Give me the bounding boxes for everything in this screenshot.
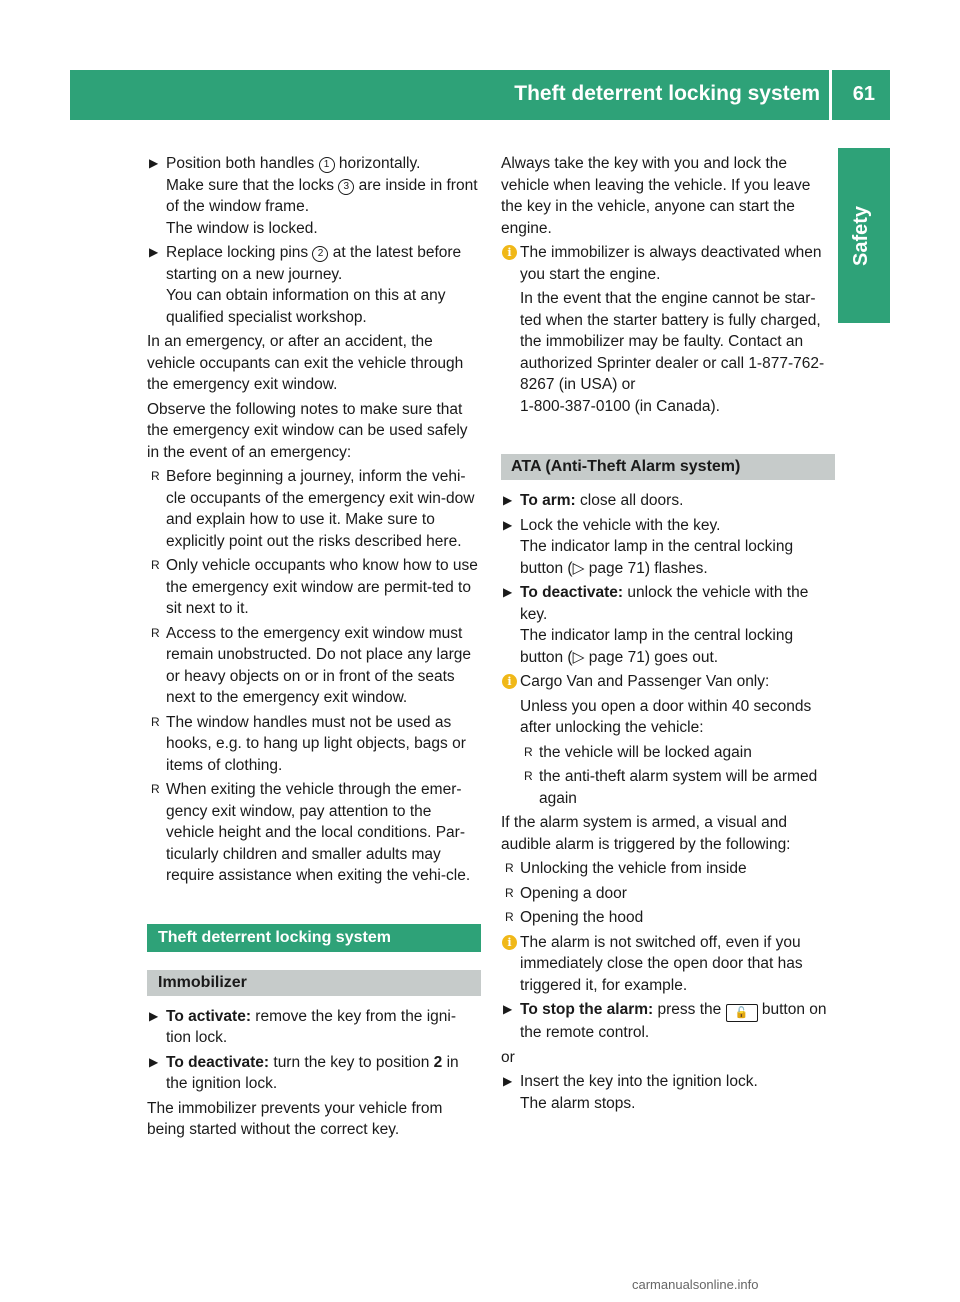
bullet-icon: R: [151, 782, 160, 796]
callout-number: 2: [312, 246, 328, 262]
info-note: i The immobilizer is always deactivated when you start the engine. In the event that the engine cannot be star-ted when the starter battery is fully charged, the immobilizer may be faulty. Contact an authorized Sprinter dealer or call 1-877-762-8267 (in USA) or 1-800-387-0100 (in Canada).: [501, 242, 835, 417]
paragraph: In an emergency, or after an accident, the vehicle occupants can exit the vehicle through the emergency exit window.: [147, 333, 464, 393]
page-number: 61: [852, 83, 875, 105]
bullet-icon: R: [505, 910, 514, 924]
header-divider: [829, 70, 832, 120]
watermark: carmanualsonline.info: [632, 1277, 759, 1292]
bullet-icon: R: [151, 558, 160, 572]
paragraph: The immobilizer prevents your vehicle from being started without the correct key.: [147, 1099, 443, 1138]
step-arrow-icon: ▶: [503, 517, 513, 532]
bullet-icon: R: [151, 469, 160, 483]
step-arrow-icon: ▶: [149, 156, 159, 170]
page-ref-arrow-icon: ▷: [572, 648, 585, 666]
step-arrow-icon: ▶: [503, 1074, 513, 1088]
paragraph: Observe the following notes to make sure that the emergency exit window can be used safely in the event of an emergency:: [147, 400, 468, 461]
left-column: [147, 153, 481, 1144]
list-item: R Opening the hood: [501, 907, 835, 929]
step-arrow-icon: ▶: [503, 1002, 513, 1016]
list-item: R the vehicle will be locked again: [520, 742, 835, 764]
step-arrow-icon: ▶: [149, 245, 159, 259]
instruction-step: ▶ Position both handles 1 horizontally. Make sure that the locks 3 are inside in front of the window frame. The window is locked.: [149, 155, 478, 237]
paragraph: Always take the key with you and lock the vehicle when leaving the vehicle. If you leave the key in the vehicle, anyone can start the engine.: [501, 155, 811, 237]
callout-number: 1: [319, 157, 335, 173]
instruction-step: ▶ To deactivate: unlock the vehicle with the key. The indicator lamp in the central locking button (▷ page 71) goes out.: [503, 584, 809, 666]
callout-number: 3: [338, 179, 354, 195]
bullet-icon: R: [524, 744, 533, 759]
right-column: [501, 153, 835, 1117]
instruction-step: ▶ Replace locking pins 2 at the latest before starting on a new journey. You can obtain information on this at any qualified specialist workshop.: [149, 244, 462, 326]
bullet-icon: R: [151, 714, 160, 729]
page-header-title: Theft deterrent locking system: [514, 82, 820, 105]
step-arrow-icon: ▶: [503, 585, 513, 599]
bullet-icon: R: [524, 769, 533, 783]
paragraph: If the alarm system is armed, a visual and audible alarm is triggered by the following:: [501, 814, 791, 853]
list-item: R Opening a door: [501, 883, 835, 905]
list-item: R The window handles must not be used as hooks, e.g. to hang up light objects, bags or items of clothing.: [151, 713, 466, 774]
info-icon: i: [502, 674, 517, 689]
info-note: i Cargo Van and Passenger Van only: Unless you open a door within 40 seconds after unlocking the vehicle: R the vehicle will be locked again R the anti-theft alarm system will be armed again: [501, 671, 835, 809]
list-item: R Access to the emergency exit window must remain unobstructed. Do not place any large or heavy objects on or in front of the seats next to the emergency exit window.: [151, 624, 472, 706]
subsection-heading: ATA (Anti-Theft Alarm system): [501, 454, 835, 480]
instruction-step: ▶ To deactivate: turn the key to position 2 in the ignition lock.: [149, 1053, 459, 1092]
info-icon: i: [502, 935, 517, 950]
bullet-icon: R: [151, 625, 160, 640]
page-ref-arrow-icon: ▷: [572, 559, 585, 577]
instruction-step: ▶ Insert the key into the ignition lock. The alarm stops.: [503, 1073, 758, 1112]
step-result: The window is locked.: [166, 219, 318, 237]
step-arrow-icon: ▶: [149, 1008, 159, 1023]
list-item: R Before beginning a journey, inform the vehi-cle occupants of the emergency exit win-dow and explain how to use it. Make sure to explicitly point out the risks described here.: [151, 468, 475, 550]
bullet-icon: R: [505, 861, 514, 875]
header-bar: [70, 70, 890, 120]
instruction-step: ▶ To arm: close all doors.: [501, 490, 835, 512]
bullet-icon: R: [505, 885, 514, 900]
paragraph: or: [501, 1048, 515, 1066]
instruction-step: ▶ To stop the alarm: press the 🔓 button on the remote control.: [503, 1001, 827, 1041]
instruction-step: ▶ Lock the vehicle with the key. The indicator lamp in the central locking button (▷ page 71) flashes.: [503, 516, 794, 577]
info-note: i The alarm is not switched off, even if you immediately close the open door that has triggered it, for example.: [501, 932, 835, 997]
list-item: R Only vehicle occupants who know how to use the emergency exit window are permit-ted to sit next to it.: [151, 557, 478, 617]
side-tab-safety: [838, 148, 890, 323]
subsection-heading: Immobilizer: [147, 970, 481, 996]
list-item: R When exiting the vehicle through the emer-gency exit window, pay attention to the vehicle height and the local conditions. Par-ticularly children and smaller adults may require assistance when exiting the vehi-cle.: [151, 781, 471, 884]
unlock-button-icon: 🔓: [726, 1004, 758, 1022]
list-item: R Unlocking the vehicle from inside: [501, 858, 835, 880]
instruction-step: ▶ To activate: remove the key from the igni-tion lock.: [149, 1007, 457, 1046]
info-icon: i: [502, 245, 517, 260]
list-item: R the anti-theft alarm system will be armed again: [524, 768, 818, 807]
section-heading: Theft deterrent locking system: [147, 924, 481, 952]
step-note: You can obtain information on this at any qualified specialist workshop.: [166, 287, 446, 326]
step-arrow-icon: ▶: [503, 493, 513, 507]
side-tab-label: Safety: [850, 205, 872, 266]
step-arrow-icon: ▶: [149, 1054, 159, 1069]
